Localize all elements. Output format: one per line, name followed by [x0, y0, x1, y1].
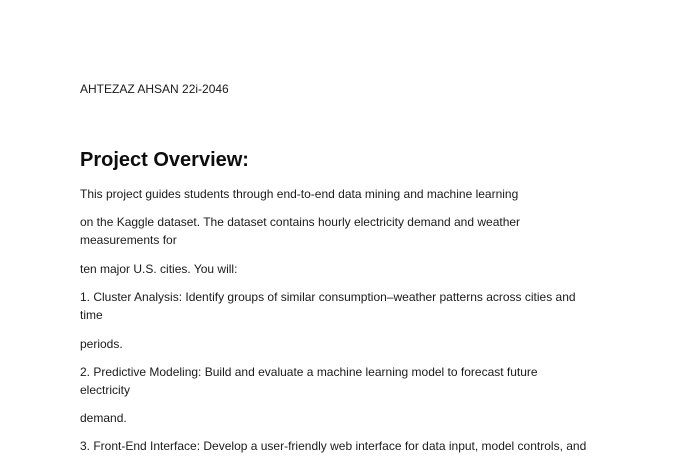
list-item-line: 3. Front-End Interface: Develop a user-friendly web interface for data input, model controls, and: [80, 439, 587, 453]
author-line: AHTEZAZ AHSAN 22i-2046: [80, 82, 229, 96]
paragraph-line: on the Kaggle dataset. The dataset contains hourly electricity demand and weather: [80, 215, 521, 229]
list-item-line: 2. Predictive Modeling: Build and evaluate a machine learning model to forecast future: [80, 365, 538, 379]
paragraph-line: ten major U.S. cities. You will:: [80, 262, 238, 276]
section-heading: Project Overview:: [80, 149, 249, 171]
paragraph-line: demand.: [80, 411, 127, 425]
paragraph-line: measurements for: [80, 233, 177, 247]
list-item-line: electricity: [80, 383, 131, 397]
list-item-line: time: [80, 308, 103, 322]
paragraph-line: This project guides students through end-to-end data mining and machine learning: [80, 187, 519, 201]
paragraph-line: periods.: [80, 337, 123, 351]
list-item-line: 1. Cluster Analysis: Identify groups of similar consumption–weather patterns across cities and: [80, 290, 576, 304]
